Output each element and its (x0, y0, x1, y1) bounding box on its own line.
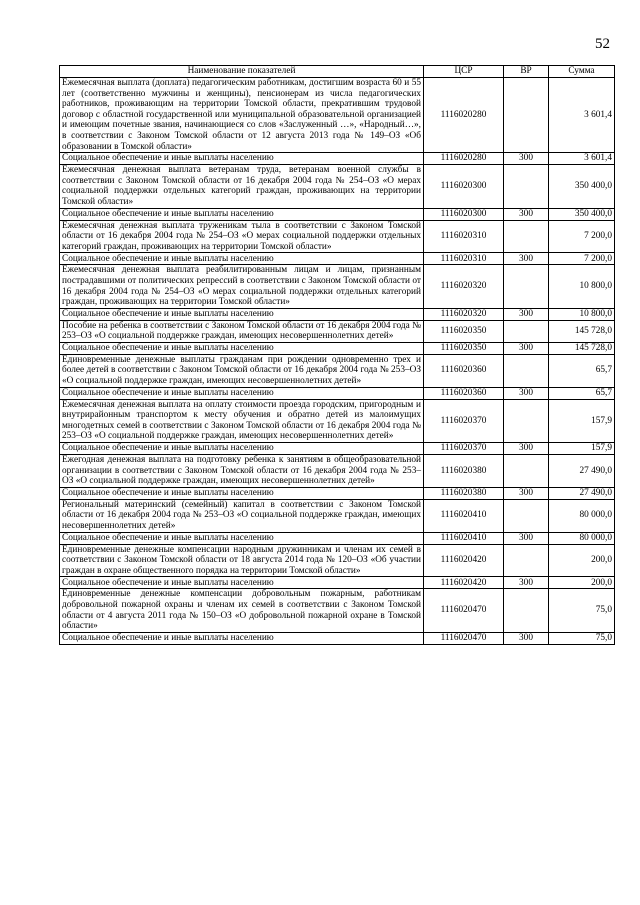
row-name: Социальное обеспечение и иные выплаты населению (60, 577, 424, 589)
table-row (60, 589, 615, 632)
row-vr: 300 (504, 253, 549, 265)
row-csr: 1116020280 (424, 78, 504, 153)
row-vr (504, 399, 549, 442)
header-csr: ЦСР (424, 66, 504, 78)
row-sum: 27 490,0 (549, 487, 615, 499)
row-sum: 27 490,0 (549, 455, 615, 488)
row-name: Социальное обеспечение и иные выплаты населению (60, 208, 424, 220)
table-row (60, 220, 615, 253)
row-sum: 65,7 (549, 354, 615, 387)
table-row (60, 342, 615, 354)
row-csr: 1116020350 (424, 342, 504, 354)
row-name: Ежемесячная выплата (доплата) педагогическим работникам, достигшим возраста 60 и 55 лет (соответственно мужчины и женщины), пенсионерам из числа педагогических работников, проживающим на территории Томской области, прекратившим трудовой договор с областной государственной или муниципальной образовательной организацией и имеющим почетные звания, начинающиеся со слов «Заслуженный …», «Народный…», в соответствии с Законом Томской области от 12 августа 2013 года № 149–ОЗ «Об образовании в Томской области» (60, 78, 424, 153)
row-csr: 1116020470 (424, 632, 504, 644)
header-name: Наименование показателей (60, 66, 424, 78)
row-vr (504, 320, 549, 342)
row-vr: 300 (504, 308, 549, 320)
table-row (60, 165, 615, 208)
row-vr (504, 499, 549, 532)
row-sum: 157,9 (549, 399, 615, 442)
page-number: 52 (595, 36, 610, 52)
row-sum: 10 800,0 (549, 308, 615, 320)
row-name: Ежегодная денежная выплата на подготовку ребенка к занятиям в общеобразовательной организации в соответствии с Законом Томской области от 16 декабря 2004 года № 253–ОЗ «О социальной поддержке граждан, имеющих несовершеннолетних детей» (60, 455, 424, 488)
row-vr (504, 589, 549, 632)
row-csr: 1116020420 (424, 544, 504, 577)
row-csr: 1116020360 (424, 354, 504, 387)
table-row (60, 208, 615, 220)
table-row (60, 399, 615, 442)
row-sum: 157,9 (549, 443, 615, 455)
row-sum: 350 400,0 (549, 208, 615, 220)
row-vr: 300 (504, 487, 549, 499)
table-row (60, 253, 615, 265)
row-csr: 1116020310 (424, 220, 504, 253)
row-sum: 80 000,0 (549, 499, 615, 532)
table-row (60, 632, 615, 644)
table-row (60, 577, 615, 589)
budget-table (59, 65, 615, 645)
row-csr: 1116020370 (424, 443, 504, 455)
row-name: Ежемесячная денежная выплата реабилитированным лицам и лицам, признанным пострадавшими от политических репрессий в соответствии с Законом Томской области от 16 декабря 2004 года № 254–ОЗ «О мерах социальной поддержки отдельных категорий граждан, проживающих на территории Томской области» (60, 265, 424, 308)
row-vr: 300 (504, 577, 549, 589)
table-row (60, 443, 615, 455)
table-row (60, 387, 615, 399)
row-csr: 1116020380 (424, 487, 504, 499)
row-name: Социальное обеспечение и иные выплаты населению (60, 487, 424, 499)
row-sum: 65,7 (549, 387, 615, 399)
header-vr: ВР (504, 66, 549, 78)
row-name: Социальное обеспечение и иные выплаты населению (60, 342, 424, 354)
table-row (60, 499, 615, 532)
row-name: Единовременные денежные выплаты гражданам при рождении одновременно трех и более детей в соответствии с Законом Томской области от 16 декабря 2004 года № 253–ОЗ «О социальной поддержке граждан, имеющих несовершеннолетних детей» (60, 354, 424, 387)
row-sum: 75,0 (549, 632, 615, 644)
table-row (60, 308, 615, 320)
row-name: Единовременные денежные компенсации народным дружинникам и членам их семей в соответствии с Законом Томской области от 18 августа 2014 года № 120–ОЗ «Об участии граждан в охране общественного порядка на территории Томской области» (60, 544, 424, 577)
row-name: Ежемесячная денежная выплата труженикам тыла в соответствии с Законом Томской области от 16 декабря 2004 года № 254–ОЗ «О мерах социальной поддержки отдельных категорий граждан, проживающих на территории Томской области» (60, 220, 424, 253)
row-csr: 1116020350 (424, 320, 504, 342)
row-csr: 1116020380 (424, 455, 504, 488)
table-row (60, 532, 615, 544)
row-sum: 145 728,0 (549, 342, 615, 354)
row-csr: 1116020300 (424, 208, 504, 220)
row-vr: 300 (504, 208, 549, 220)
row-sum: 3 601,4 (549, 153, 615, 165)
row-name: Социальное обеспечение и иные выплаты населению (60, 532, 424, 544)
table-row (60, 320, 615, 342)
row-name: Ежемесячная денежная выплата ветеранам труда, ветеранам военной службы в соответствии с Законом Томской области от 16 декабря 2004 года № 254–ОЗ «О мерах социальной поддержки отдельных категорий граждан, проживающих на территории Томской области» (60, 165, 424, 208)
row-vr: 300 (504, 632, 549, 644)
table-row (60, 153, 615, 165)
row-sum: 75,0 (549, 589, 615, 632)
row-name: Социальное обеспечение и иные выплаты населению (60, 387, 424, 399)
table-header-row (60, 66, 615, 78)
row-sum: 7 200,0 (549, 220, 615, 253)
row-name: Социальное обеспечение и иные выплаты населению (60, 153, 424, 165)
table-row (60, 487, 615, 499)
row-csr: 1116020470 (424, 589, 504, 632)
row-sum: 145 728,0 (549, 320, 615, 342)
row-name: Социальное обеспечение и иные выплаты населению (60, 308, 424, 320)
row-sum: 80 000,0 (549, 532, 615, 544)
row-vr (504, 354, 549, 387)
table-row (60, 354, 615, 387)
row-sum: 350 400,0 (549, 165, 615, 208)
row-name: Ежемесячная денежная выплата на оплату стоимости проезда городским, пригородным и внутрирайонным транспортом к месту обучения и обратно детей из малоимущих многодетных семей в соответствии с Законом Томской области от 16 декабря 2004 года № 253–ОЗ «О социальной поддержке граждан, имеющих несовершеннолетних детей» (60, 399, 424, 442)
row-name: Единовременные денежные компенсации добровольным пожарным, работникам добровольной пожарной охраны и членам их семей в соответствии с Законом Томской области от 4 августа 2011 года № 150–ОЗ «О добровольной пожарной охране в Томской области» (60, 589, 424, 632)
row-sum: 200,0 (549, 577, 615, 589)
row-vr (504, 78, 549, 153)
row-sum: 200,0 (549, 544, 615, 577)
row-vr: 300 (504, 443, 549, 455)
row-vr (504, 544, 549, 577)
table-row (60, 455, 615, 488)
row-vr: 300 (504, 532, 549, 544)
row-sum: 10 800,0 (549, 265, 615, 308)
row-sum: 3 601,4 (549, 78, 615, 153)
row-name: Социальное обеспечение и иные выплаты населению (60, 253, 424, 265)
row-name: Региональный материнский (семейный) капитал в соответствии с Законом Томской области от 16 декабря 2004 года № 253–ОЗ «О социальной поддержке граждан, имеющих несовершеннолетних детей» (60, 499, 424, 532)
row-csr: 1116020410 (424, 532, 504, 544)
row-sum: 7 200,0 (549, 253, 615, 265)
row-vr: 300 (504, 342, 549, 354)
row-vr: 300 (504, 387, 549, 399)
header-sum: Сумма (549, 66, 615, 78)
row-csr: 1116020320 (424, 308, 504, 320)
row-csr: 1116020420 (424, 577, 504, 589)
row-name: Социальное обеспечение и иные выплаты населению (60, 632, 424, 644)
row-vr: 300 (504, 153, 549, 165)
row-csr: 1116020320 (424, 265, 504, 308)
table-row (60, 78, 615, 153)
row-vr (504, 165, 549, 208)
row-name: Социальное обеспечение и иные выплаты населению (60, 443, 424, 455)
row-csr: 1116020280 (424, 153, 504, 165)
row-name: Пособие на ребенка в соответствии с Законом Томской области от 16 декабря 2004 года № 253–ОЗ «О социальной поддержке граждан, имеющих несовершеннолетних детей» (60, 320, 424, 342)
row-csr: 1116020410 (424, 499, 504, 532)
table-row (60, 265, 615, 308)
row-csr: 1116020310 (424, 253, 504, 265)
row-vr (504, 455, 549, 488)
row-csr: 1116020370 (424, 399, 504, 442)
row-vr (504, 220, 549, 253)
row-vr (504, 265, 549, 308)
row-csr: 1116020360 (424, 387, 504, 399)
table-row (60, 544, 615, 577)
row-csr: 1116020300 (424, 165, 504, 208)
